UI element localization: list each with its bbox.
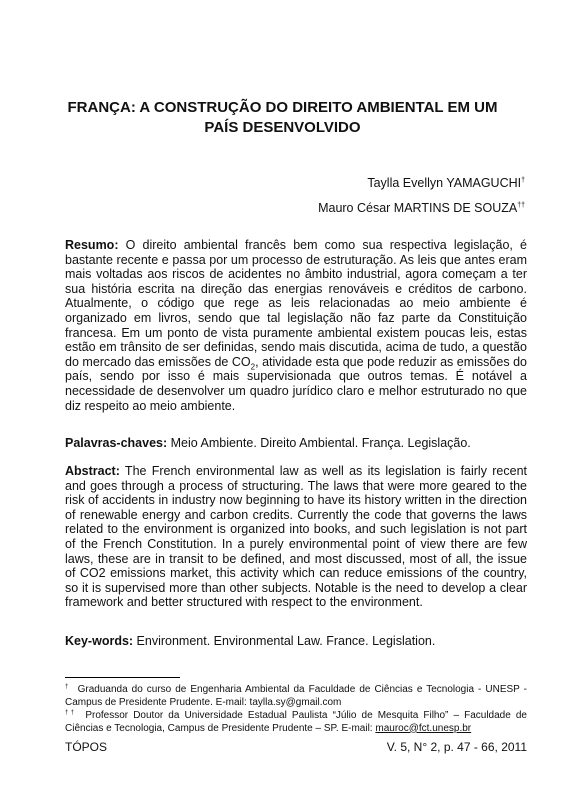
- author-1: [367, 175, 525, 191]
- abstract-paragraph: [65, 464, 527, 610]
- author-1-mark: †: [521, 176, 525, 184]
- palavras-chaves-line: [65, 436, 527, 451]
- keywords-text: Environment. Environmental Law. France. Legislation.: [133, 634, 436, 648]
- footnote-1-text: Graduanda do curso de Engenharia Ambiental da Faculdade de Ciências e Tecnologia - UNESP - Campus de Presidente Prudente. E-mail: taylla.sy@gmail.com: [65, 684, 527, 708]
- footnote-2-mark: ††: [65, 709, 77, 716]
- author-2-name: Mauro César MARTINS DE SOUZA: [318, 201, 518, 215]
- keywords-line: [65, 634, 527, 649]
- paper-title: FRANÇA: A CONSTRUÇÃO DO DIREITO AMBIENTAL EM UM PAÍS DESENVOLVIDO: [67, 99, 498, 136]
- footnote-divider: [65, 677, 180, 678]
- keywords-label: Key-words:: [65, 634, 134, 648]
- abstract-text: The French environmental law as well as its legislation is fairly recent and goes through a process of structuring. The laws that were more geared to the risk of accidents in industry now beginning to have its history written in the direction of renewable energy and carbon credits. Currently the code that governs the laws related to the environment is organized into books, and such legislation is not part of the French Constitution. In a purely environmental point of view there are few laws, these are in transit to be defined, and most discussed, most of all, the issue of CO2 emissions market, this activity which can reduce emissions of the country, so it is supervised more than other subjects. Notable is the need to develop a clear framework and better structured with respect to the environment.: [65, 464, 527, 610]
- resumo-text-2: , atividade esta que pode reduzir as emissões do país, sendo por isso é mais supervisionada que outros temas. É notável a necessidade de desenvolver um quadro jurídico claro e melhor estruturado no que diz respeito ao meio ambiente.: [65, 354, 527, 413]
- resumo-paragraph: [65, 238, 527, 413]
- footnote-2-email-link[interactable]: mauroc@fct.unesp.br: [375, 722, 472, 734]
- author-2-mark: ††: [517, 201, 525, 209]
- resumo-label: Resumo:: [65, 238, 119, 252]
- footer-journal: TÓPOS: [65, 740, 108, 754]
- footnote-1: [65, 684, 527, 709]
- footnote-1-mark: †: [65, 683, 70, 690]
- resumo-text-1: O direito ambiental francês bem como sua respectiva legislação, é bastante recente e passa por um processo de estruturação. As leis que antes eram mais voltadas aos riscos de acidentes no âmbito industrial, agora começam a ter sua história escrita na direção das energias renováveis e créditos de carbono. Atualmente, o código que rege as leis relacionadas ao meio ambiente é organizado em livros, sendo que tal legislação não faz parte da Constituição francesa. Em um ponto de vista puramente ambiental existem poucas leis, estas estão em trânsito de ser definidas, sendo mais discutida, acima de tudo, a questão do mercado das emissões de CO: [65, 238, 527, 369]
- author-1-name: Taylla Evellyn YAMAGUCHI: [367, 176, 522, 190]
- palavras-chaves-text: Meio Ambiente. Direito Ambiental. França. Legislação.: [167, 436, 471, 450]
- resumo-subscript: 2: [250, 362, 256, 372]
- footer-citation: V. 5, N° 2, p. 47 - 66, 2011: [386, 740, 527, 754]
- footnote-2-text: Professor Doutor da Universidade Estadual Paulista “Júlio de Mesquita Filho” – Faculdade de Ciências e Tecnologia, Campus de Presidente Prudente – SP. E-mail:: [65, 710, 527, 734]
- abstract-label: Abstract:: [65, 464, 120, 478]
- footnote-2: [65, 710, 527, 735]
- author-2: [318, 200, 525, 216]
- palavras-chaves-label: Palavras-chaves:: [65, 436, 168, 450]
